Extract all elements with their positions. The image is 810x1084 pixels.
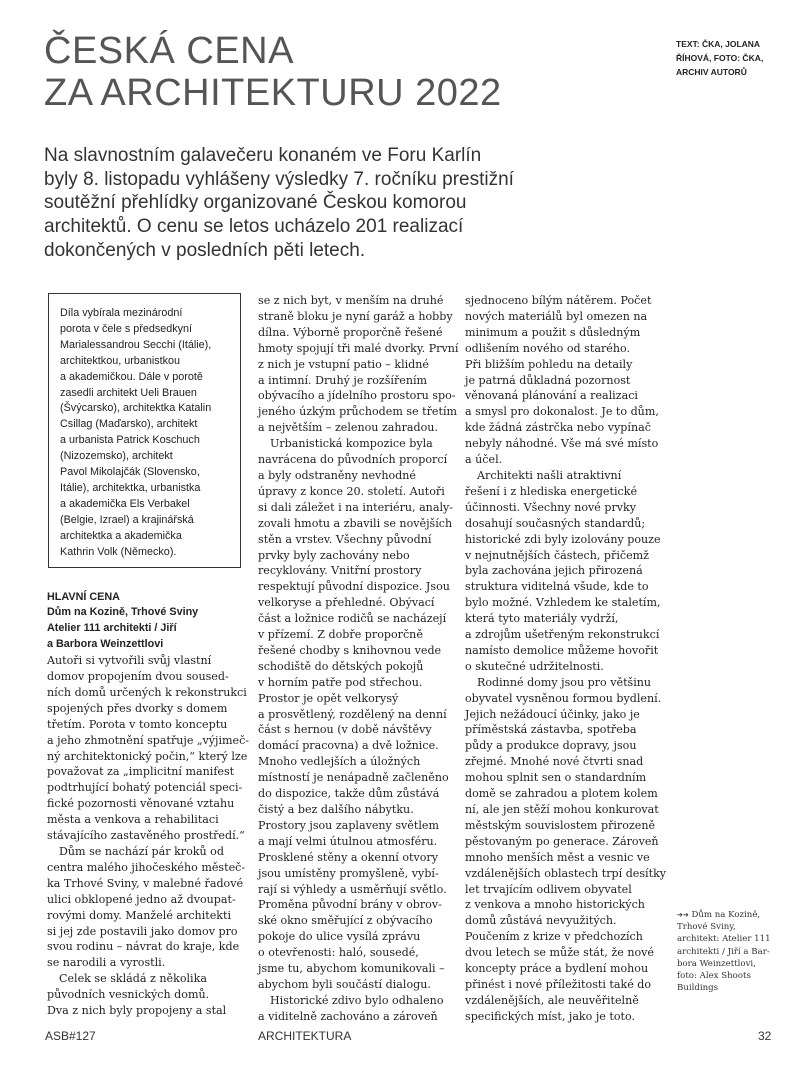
body-line: odlišením nového od starého. xyxy=(465,341,630,355)
body-line: Poučením z krize v předchozích xyxy=(465,930,643,944)
body-line: rovými domy. Manželé architekti xyxy=(47,908,231,922)
body-line: recyklovány. Vnitřní prostory xyxy=(258,564,422,578)
body-line: ní, ale jen stěží mohou konkurovat xyxy=(465,803,659,816)
body-line: která tyto materiály vydrží, xyxy=(465,612,619,626)
body-line: příměstská zástavba, spotřeba xyxy=(465,723,637,737)
project-title-line: Dům na Kozině, Trhové Sviny xyxy=(47,606,199,619)
project-title-line: a Barbora Weinzettlovi xyxy=(47,638,164,651)
body-line: prvky byly zachovány nebo xyxy=(258,548,410,562)
body-line: a mají velmi útulnou atmosféru. xyxy=(258,834,438,848)
page-number: 32 xyxy=(758,1029,772,1043)
body-line: minimum a použit s důsledným xyxy=(465,325,641,339)
body-line: čistý a bez dalšího nábytku. xyxy=(258,803,414,816)
body-line: Prostor je opět velkorysý xyxy=(258,691,399,705)
body-line: rají si výhledy a usměrňují světlo. xyxy=(258,882,447,896)
body-line: kde žádná zástrčka nebo vypínač xyxy=(465,421,651,435)
body-line: a viditelně zachováno a zároveň xyxy=(258,1009,438,1023)
body-line: namísto demolice můžeme hovořit xyxy=(465,643,659,657)
body-line: o skutečné udržitelnosti. xyxy=(465,659,604,673)
body-line: Prostory jsou zaplaveny světlem xyxy=(258,818,439,832)
body-line: zřejmé. Mnohé nové čtvrti snad xyxy=(465,755,644,769)
text-column-2 xyxy=(258,293,458,1025)
body-line: místností je nenápadně začleněno xyxy=(258,771,449,785)
photo-caption xyxy=(677,909,807,994)
body-line: Urbanistická kompozice byla xyxy=(270,437,433,451)
caption-line: Buildings xyxy=(677,983,719,994)
jury-line: (Belgie, Izrael) a krajinářská xyxy=(60,513,194,526)
double-arrow-icon: ➔➔ xyxy=(677,911,689,919)
body-line: svou rodinu – návrat do kraje, kde xyxy=(47,940,240,954)
caption-line: architekt: Atelier 111 xyxy=(677,934,771,945)
credit-line: ŘÍHOVÁ, FOTO: ČKA, xyxy=(676,53,764,63)
caption-line: architekti / Jiří a Bar- xyxy=(677,946,770,957)
body-line: zovali hmotu a zbavili se novějších xyxy=(258,516,453,530)
lead-line: Na slavnostním galavečeru konaném ve Foru Karlín xyxy=(44,145,482,166)
text-column-3 xyxy=(465,293,666,1025)
body-line: a zdrojům ušetřeným rekonstrukcí xyxy=(465,628,660,642)
section-label: HLAVNÍ CENA xyxy=(47,590,120,603)
caption-line: foto: Alex Shoots xyxy=(677,971,751,982)
body-line: navrácena do původních proporcí xyxy=(258,453,448,467)
body-line: je patrná důkladná pozornost xyxy=(465,373,631,387)
body-line: se narodili a vyrostli. xyxy=(47,956,166,970)
body-line: městským souvislostem přirozeně xyxy=(465,818,656,832)
body-line: Dva z nich byly propojeny a stal xyxy=(47,1004,227,1018)
body-line: o otevřenosti: haló, sousedé, xyxy=(258,946,419,960)
body-line: Mnoho vedlejších a úložných xyxy=(258,755,421,769)
body-line: jsme tu, abychom komunikovali – xyxy=(258,962,445,976)
body-line: vzdálenějších oblastech trpí desítky xyxy=(465,866,667,880)
jury-line: Marialessandrou Secchi (Itálie), xyxy=(60,338,212,351)
body-line: a prosvětlený, rozdělený na denní xyxy=(258,707,447,721)
body-line: domov propojením dvou soused- xyxy=(47,670,229,684)
body-line: z nich je vstupní patio – klidné xyxy=(258,357,429,371)
body-line: sjednoceno bílým nátěrem. Počet xyxy=(465,294,652,307)
body-line: Jejich nežádoucí účinky, jako je xyxy=(465,707,640,721)
jury-line: Itálie), architektka, urbanistka xyxy=(60,481,201,494)
caption-line xyxy=(677,909,807,921)
body-line: Architekti našli atraktivní xyxy=(477,468,622,482)
body-line: přinést i nové příležitosti také do xyxy=(465,977,652,991)
title-line: ČESKÁ CENA xyxy=(44,30,294,72)
body-line: mnoho menších měst a vesnic ve xyxy=(465,850,650,864)
article-lead xyxy=(44,144,764,263)
magazine-issue: ASB#127 xyxy=(45,1029,96,1043)
body-line: část a ložnice rodičů se nacházejí xyxy=(258,612,447,626)
jury-line: (Nizozemsko), architekt xyxy=(60,450,173,463)
body-line: abychom byli součástí dialogu. xyxy=(258,977,431,991)
body-line: specifických míst, jako je toto. xyxy=(465,1009,635,1023)
body-line: koncepty práce a bydlení mohou xyxy=(465,962,649,976)
body-line: a smysl pro dokonalost. Je to dům, xyxy=(465,405,659,419)
jury-line: porota v čele s předsedkyní xyxy=(60,322,193,335)
body-line: struktura viditelná všude, kde to xyxy=(465,580,649,594)
body-line: ka Trhové Sviny, v malebné řadové xyxy=(47,876,244,890)
lead-line: soutěžní přehlídky organizované Českou komorou xyxy=(44,192,467,214)
body-line: vzdálenějších, ale neuvěřitelně xyxy=(465,993,639,1007)
body-line: Při bližším pohledu na detaily xyxy=(465,357,633,371)
caption-line: bora Weinzettlovi, xyxy=(677,958,756,969)
jury-box xyxy=(48,293,241,568)
credit-line: ARCHIV AUTORŮ xyxy=(676,67,747,77)
body-line: nebyly náhodné. Vše má své místo xyxy=(465,437,659,451)
jury-line: architektka a akademička xyxy=(60,529,182,542)
body-line: řešení i z hlediska energetické xyxy=(465,484,638,498)
text-column-1 xyxy=(47,293,249,1019)
jury-line: architektkou, urbanistkou xyxy=(60,354,181,367)
body-line: dvou letech se může stát, že nové xyxy=(465,946,654,960)
jury-line: Csillag (Maďarsko), architekt xyxy=(60,418,198,431)
body-line: pokoje do ulice vysílá zprávu xyxy=(258,930,421,944)
body-line: straně bloku je nyní garáž a hobby xyxy=(258,309,453,323)
body-line: a jeho zhmotnění spatřuje „výjimeč- xyxy=(47,733,250,747)
body-line: Celek se skládá z několika xyxy=(59,972,207,986)
body-line: do dispozice, takže dům zůstává xyxy=(258,787,440,801)
body-line: půdy a produkce dopravy, jsou xyxy=(465,739,637,753)
body-line: pěstovaným po generace. Zároveň xyxy=(465,834,659,848)
body-line: se z nich byt, v menším na druhé xyxy=(258,294,444,307)
jury-line: (Švýcarsko), architektka Katalin xyxy=(60,402,212,415)
body-line: let trvajícím odlivem obyvatel xyxy=(465,882,632,896)
body-line: stěn a vrstev. Všechny původní xyxy=(258,532,432,546)
body-line: byla zachována jejich přirozená xyxy=(465,564,643,578)
jury-line: a urbanista Patrick Koschuch xyxy=(60,434,200,447)
body-line: Prosklené stěny a okenní otvory xyxy=(258,850,438,864)
body-line: Dům se nachází pár kroků od xyxy=(59,845,224,858)
body-line: v přízemí. Z dobře proporčně xyxy=(258,628,423,642)
body-line: města a venkova a rehabilitaci xyxy=(47,813,219,827)
body-line: v nejnutnějších částech, přičemž xyxy=(465,548,650,562)
body-line: ný architektonický počin,“ který lze xyxy=(47,749,248,763)
body-line: velkoryse a přehledné. Obývací xyxy=(258,596,435,610)
lead-line: byly 8. listopadu vyhlášeny výsledky 7. ročníku prestižní xyxy=(44,168,514,190)
body-line: centra malého jihočeského městeč- xyxy=(47,860,246,874)
caption-line: Trhové Sviny, xyxy=(677,922,736,933)
body-line: obyvatel vysněnou formou bydlení. xyxy=(465,691,662,705)
body-line: věnovaná plánování a realizaci xyxy=(465,389,638,403)
body-line: fické pozornosti věnované vztahu xyxy=(47,797,235,811)
body-line: hmoty spojují tři malé dvorky. První xyxy=(258,341,459,355)
jury-line: zasedli architekt Ueli Brauen xyxy=(60,386,197,399)
body-line: si jej zde postavili jako domov pro xyxy=(47,924,238,938)
body-line: v horním patře pod střechou. xyxy=(258,675,423,689)
body-line: z venkova a mnoho historických xyxy=(465,898,645,912)
body-line: domácí pracovna) a dvě ložnice. xyxy=(258,739,439,753)
project-title-line: Atelier 111 architekti / Jiří xyxy=(47,622,177,635)
lead-line: architektů. O cenu se letos ucházelo 201 realizací xyxy=(44,216,464,238)
body-line: si dali záležet i na interiéru, analy- xyxy=(258,500,454,514)
body-line: podtrhující bohatý potenciál speci- xyxy=(47,781,243,795)
jury-line: a akademička Els Verbakel xyxy=(60,497,190,510)
body-line: historické zdi byly izolovány pouze xyxy=(465,532,661,546)
body-line: a byly odstraněny nevhodné xyxy=(258,468,416,482)
body-line: obývacího a jídelního prostoru spo- xyxy=(258,389,456,403)
body-line: nových materiálů byl omezen na xyxy=(465,309,648,323)
body-line: úpravy z konce 20. století. Autoři xyxy=(258,484,445,498)
body-line: dosahují současných standardů; xyxy=(465,516,646,530)
jury-line: Kathrin Volk (Německo). xyxy=(60,545,177,558)
body-line: Autoři si vytvořili svůj vlastní xyxy=(47,654,212,668)
body-line: původních vesnických domů. xyxy=(47,988,210,1002)
body-line: část s hernou (v době návštěvy xyxy=(258,723,432,737)
section-name: ARCHITEKTURA xyxy=(258,1029,352,1043)
body-line: domů zůstává nevyužitých. xyxy=(465,914,617,928)
body-line: a účel. xyxy=(465,453,503,467)
body-line: považovat za „implicitní manifest xyxy=(47,765,235,779)
jury-line: a akademičkou. Dále v porotě xyxy=(60,370,203,383)
credit-line: TEXT: ČKA, JOLANA xyxy=(676,39,761,49)
body-line: řešené chodby s knihovnou vede xyxy=(258,643,442,657)
body-line: spojených přes dvorky s domem xyxy=(47,701,228,715)
body-line: ulici obklopené jedno až dvoupat- xyxy=(47,892,236,906)
article-credit xyxy=(676,37,796,79)
body-line: bylo možné. Vzhledem ke staletím, xyxy=(465,596,661,610)
body-line: jeného úzkým průchodem se třetím xyxy=(258,405,458,419)
body-line: ních domů určených k rekonstrukci xyxy=(47,685,247,699)
title-line: ZA ARCHITEKTURU 2022 xyxy=(44,72,502,114)
body-line: schodiště do dětských pokojů xyxy=(258,659,424,673)
body-line: stávajícího zastavěného prostředí.“ xyxy=(47,829,245,843)
body-line: Rodinné domy jsou pro většinu xyxy=(477,675,652,689)
body-line: ské okno směřující z obývacího xyxy=(258,914,433,928)
body-line: jsou umístěny promyšleně, vybí- xyxy=(258,866,439,880)
body-line: mohou splnit sen o standardním xyxy=(465,771,647,785)
body-line: domě se zahradou a plotem kolem xyxy=(465,787,658,801)
body-line: účinnosti. Všechny nové prvky xyxy=(465,500,637,514)
jury-line: Pavol Mikolajčák (Slovensko, xyxy=(60,466,200,479)
body-line: Proměna původní brány v obrov- xyxy=(258,898,442,912)
body-line: dílna. Výborně proporčně řešené xyxy=(258,325,443,339)
article-title xyxy=(44,30,644,114)
body-line: respektují původní dispozice. Jsou xyxy=(258,580,450,594)
body-line: a největším – zelenou zahradou. xyxy=(258,421,438,435)
body-line: a intimní. Druhý je rozšířením xyxy=(258,373,428,387)
body-line: třetím. Porota v tomto konceptu xyxy=(47,717,228,731)
jury-line: Díla vybírala mezinárodní xyxy=(60,307,183,319)
body-line: Historické zdivo bylo odhaleno xyxy=(270,993,444,1007)
caption-text: Dům na Kozině, xyxy=(691,910,761,920)
section-heading xyxy=(47,590,249,654)
lead-line: dokončených v posledních pěti letech. xyxy=(44,239,366,261)
